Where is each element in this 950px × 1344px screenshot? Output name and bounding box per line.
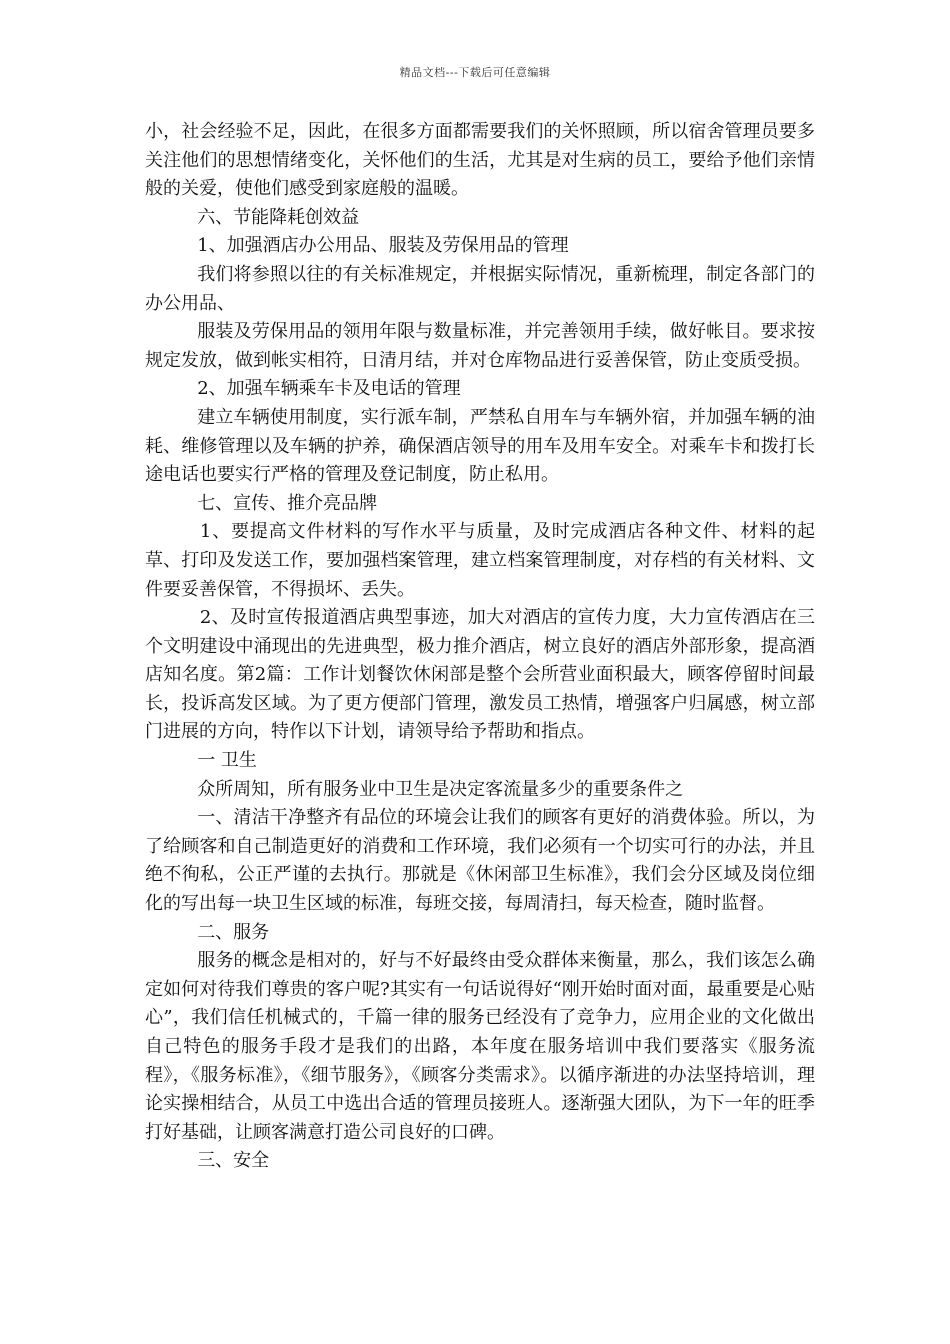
document-body [145,118,815,1176]
paragraph-6-1b: 服装及劳保用品的领用年限与数量标准，并完善领用手续，做好帐目。要求按规定发放，做到帐实相符，日清月结，并对仓库物品进行妥善保管，防止变质受损。 [145,321,815,371]
page-header: 精品文档---下载后可任意编辑 [399,66,551,79]
paragraph-hygiene: 一、清洁干净整齐有品位的环境会让我们的顾客有更好的消费体验。所以，为了给顾客和自己制造更好的消费和工作环境，我们必须有一个切实可行的办法，并且绝不徇私，公正严谨的去执行。那就是《休闲部卫生标准》，我们会分区域及岗位细化的写出每一块卫生区域的标准，每班交接，每周清扫，每天检查，随时监督。 [145,807,815,915]
paragraph-7-1: 1、要提高文件材料的写作水平与质量，及时完成酒店各种文件、材料的起草、打印及发送工作，要加强档案管理，建立档案管理制度，对存档的有关材料、文件要妥善保管，不得损坏、丢失。 [145,521,815,600]
subheading-6-2: 2、加强车辆乘车卡及电话的管理 [197,378,461,400]
heading-section-7: 七、宣传、推介亮品牌 [197,492,378,514]
heading-safety: 三、安全 [197,1150,270,1172]
paragraph-service: 服务的概念是相对的，好与不好最终由受众群体来衡量，那么，我们该怎么确定如何对待我们尊贵的客户呢?其实有一句话说得好“刚开始时面对面，最重要是心贴心”，我们信任机械式的，千篇一律的服务已经没有了竞争力，应用企业的文化做出自己特色的服务手段才是我们的出路，本年度在服务培训中我们要落实《服务流程》，《服务标准》，《细节服务》，《顾客分类需求》。以循序渐进的办法坚持培训，理论实操相结合，从员工中选出合适的管理员接班人。逐渐强大团队，为下一年的旺季打好基础，让顾客满意打造公司良好的口碑。 [145,950,815,1143]
paragraph-6-1a: 我们将参照以往的有关标准规定，并根据实际情况，重新梳理，制定各部门的办公用品、 [145,263,815,314]
paragraph-hygiene-intro: 众所周知，所有服务业中卫生是决定客流量多少的重要条件之 [197,778,684,800]
heading-section-6: 六、节能降耗创效益 [197,206,360,228]
paragraph-7-2: 2、及时宣传报道酒店典型事迹，加大对酒店的宣传力度，大力宣传酒店在三个文明建设中涌现出的先进典型，极力推介酒店，树立良好的酒店外部形象，提高酒店知名度。第2篇：工作计划餐饮休闲部是整个会所营业面积最大，顾客停留时间最长，投诉高发区域。为了更方便部门管理，激发员工热情，增强客户归属感，树立部门进展的方向，特作以下计划，请领导给予帮助和指点。 [145,607,815,743]
heading-service: 二、服务 [197,921,270,943]
heading-hygiene: 一 卫生 [197,750,257,772]
paragraph-1: 小，社会经验不足，因此，在很多方面都需要我们的关怀照顾，所以宿舍管理员要多关注他们的思想情绪变化，关怀他们的生活，尤其是对生病的员工，要给予他们亲情般的关爱，使他们感受到家庭般的温暖。 [145,121,815,200]
subheading-6-1: 1、加强酒店办公用品、服装及劳保用品的管理 [197,235,569,257]
paragraph-6-2: 建立车辆使用制度，实行派车制，严禁私自用车与车辆外宿，并加强车辆的油耗、维修管理以及车辆的护养，确保酒店领导的用车及用车安全。对乘车卡和拨打长途电话也要实行严格的管理及登记制度，防止私用。 [145,406,815,486]
